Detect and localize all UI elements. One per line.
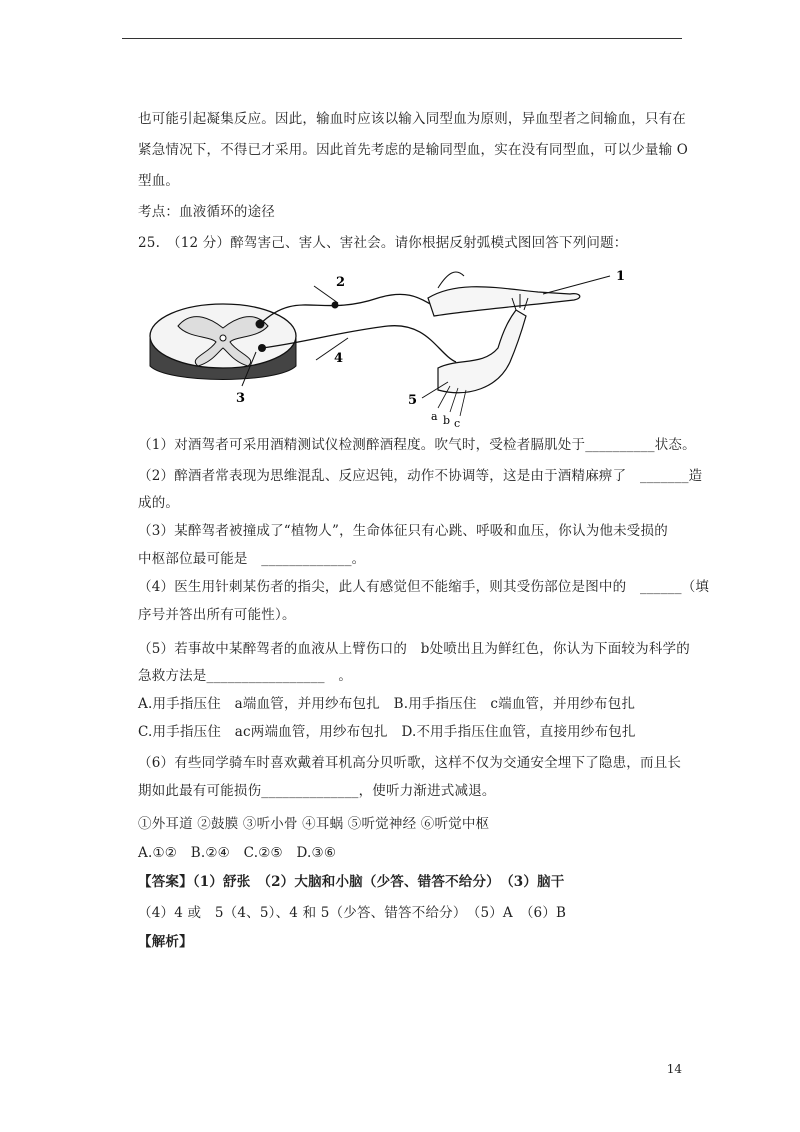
text-line: 中枢部位最可能是 _____________。 [138,551,366,567]
label-5: 5 [408,393,418,408]
header-rule [122,38,682,39]
option-line: C.用手指压住 ac两端血管，用纱布包扎 D.不用手指压住血管，直接用纱布包扎 [138,724,636,740]
label-c: c [454,417,461,428]
question-part-1: （1）对酒驾者可采用酒精测试仪检测醉酒程度。吹气时，受检者膈肌处于__________状态。 [138,437,696,453]
text-line: 考点：血液循环的途径 [138,204,275,220]
ear-parts-list: ①外耳道 ②鼓膜 ③听小骨 ④耳蜗 ⑤听觉神经 ⑥听觉中枢 [138,816,490,832]
question-title: 25. （12 分）醉驾害己、害人、害社会。请你根据反射弧模式图回答下列问题： [138,235,628,251]
question-part-6: （6）有些同学骑车时喜欢戴着耳机高分贝听歌，这样不仅为交通安全埋下了隐患，而且长 [138,755,682,771]
question-part-2: （2）醉酒者常表现为思维混乱、反应迟钝，动作不协调等，这是由于酒精麻痹了 _______造 [138,468,703,484]
label-1: 1 [616,269,626,284]
spinal-cord-section [150,304,296,380]
answer-line: 【答案】（1）舒张 （2）大脑和小脑（少答、错答不给分） （3）脑干 [138,874,565,890]
text-line: 期如此最有可能损伤______________，使听力渐进式减退。 [138,783,496,799]
question-part-3: （3）某醉驾者被撞成了“植物人”，生命体征只有心跳、呼吸和血压，你认为他未受损的 [138,523,668,539]
arm-effector [438,310,526,393]
page-number: 14 [666,1062,682,1076]
text-line: 急救方法是_________________ 。 [138,668,353,684]
text-line: 序号并答出所有可能性）。 [138,607,296,623]
question-part-4: （4）医生用针刺某伤者的指尖，此人有感觉但不能缩手，则其受伤部位是图中的 ______（填 [138,579,710,595]
label-2: 2 [336,275,346,290]
option-line: A.①② B.②④ C.②⑤ D.③⑥ [138,845,337,861]
label-3: 3 [236,391,246,406]
text-line: 紧急情况下，不得已才采用。因此首先考虑的是输同型血，实在没有同型血，可以少量输 O [138,142,689,158]
text-line: 型血。 [138,173,180,189]
reflex-arc-figure [138,258,638,428]
label-a: a [431,410,438,423]
finger-receptor [428,287,580,316]
question-part-5: （5）若事故中某醉驾者的血液从上臂伤口的 b处喷出且为鲜红色，你认为下面较为科学的 [138,641,690,657]
text-line: 成的。 [138,495,180,511]
analysis-heading: 【解析】 [138,934,193,950]
label-4: 4 [334,351,344,366]
option-line: A.用手指压住 a端血管，并用纱布包扎 B.用手指压住 c端血管，并用纱布包扎 [138,696,636,712]
answer-line: （4）4 或 5（4、5）、4 和 5（少答、错答不给分） （5）A （6）B [138,905,567,921]
text-line: 也可能引起凝集反应。因此，输血时应该以输入同型血为原则，异血型者之间输血，只有在 [138,111,686,127]
label-b: b [443,414,451,427]
